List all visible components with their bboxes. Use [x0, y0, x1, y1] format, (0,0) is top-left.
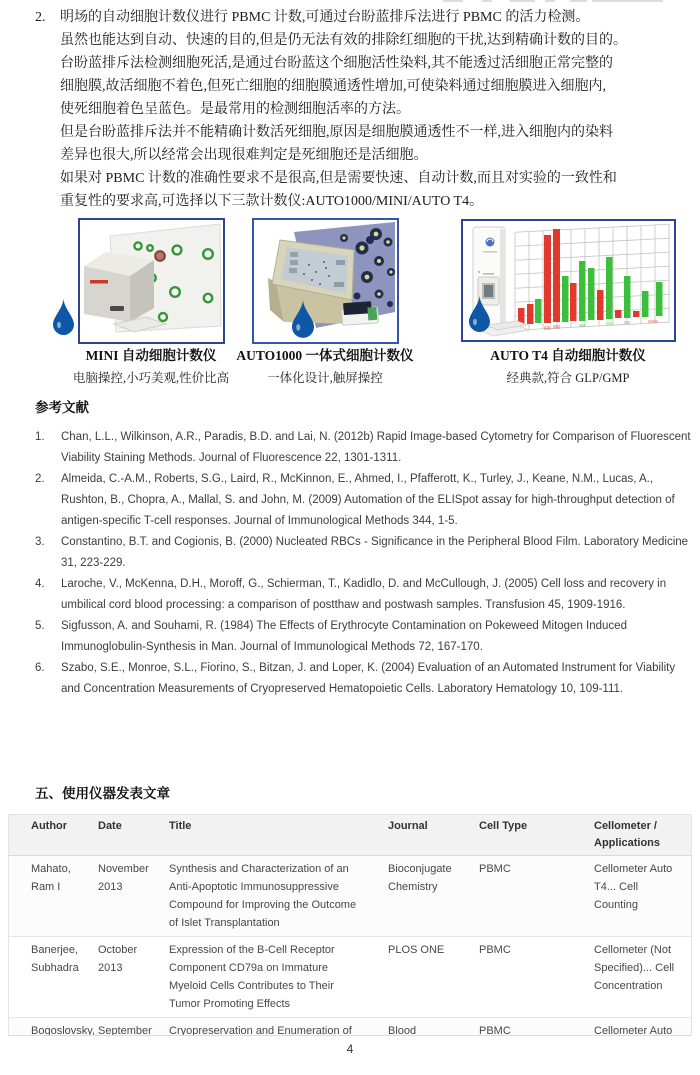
cell-date: September: [76, 1018, 147, 1037]
paragraph-line: 但是台盼蓝排斥法并不能精确计数活死细胞,原因是细胞膜通透性不一样,进入细胞内的染料: [60, 125, 613, 140]
reference-item: [35, 574, 693, 616]
paragraph-line: 细胞膜,故活细胞不着色,但死亡细胞的细胞膜通透性增加,可使染料通过细胞膜进入细胞内,: [60, 79, 606, 94]
cell-cell-type: PBMC: [479, 863, 511, 875]
paragraph-line: 如果对 PBMC 计数的准确性要求不是很高,但是需要快速、自动计数,而且对实验的一致性和: [60, 171, 617, 186]
reference-item: [35, 469, 693, 532]
column-header: Title: [147, 815, 366, 856]
auto-t4-counter-image: [461, 219, 676, 342]
cell-author: Mahato, Ram I: [31, 863, 71, 893]
cell-cellometer: Cellometer (Not Specified)... Cell Concentration: [572, 937, 691, 1018]
page-number: 4: [346, 1042, 354, 1056]
table-row: [9, 856, 691, 937]
cell-journal: Bioconjugate Chemistry: [388, 863, 452, 893]
product-desc: 一体化设计,触屏操控: [267, 371, 383, 385]
table-row: [9, 1018, 691, 1037]
cell-author: Bogoslovsky,: [9, 1018, 76, 1037]
cell-date: November 2013: [98, 863, 149, 893]
cell-journal: PLOS ONE: [366, 937, 457, 1018]
paragraph-line: 差异也很大,所以经常会出现很难判定是死细胞还是活细胞。: [60, 148, 428, 163]
publications-table: [8, 814, 692, 1036]
product-name: MINI 自动细胞计数仪: [85, 348, 217, 363]
mini-counter-illustration: [80, 220, 223, 342]
auto1000-counter-image: [252, 218, 399, 344]
water-drop-icon: [50, 297, 77, 337]
references-list: [35, 427, 693, 700]
reference-item: [35, 427, 693, 469]
reference-text: Sigfusson, A. and Souhami, R. (1984) The Effects of Erythrocyte Contamination on Pokeweed Mitogen Induced Immunoglobulin-Synthesis in Man. Journal of Immunological Methods 72, 167-170.: [61, 620, 627, 653]
reference-item: [35, 532, 693, 574]
paragraph-line: 明场的自动细胞计数仪进行 PBMC 计数,可通过台盼蓝排斥法进行 PBMC 的活力检测。: [60, 10, 590, 25]
cell-title: Expression of the B-Cell Receptor Component CD79a on Immature Myeloid Cells Contributes to Their Tumor Promoting Effects: [147, 937, 366, 1018]
paragraph-number: 2.: [35, 10, 46, 25]
reference-number: 1.: [35, 431, 45, 443]
table-body: [9, 856, 691, 1037]
mini-counter-image: [78, 218, 225, 344]
product-name: AUTO1000 一体式细胞计数仪: [236, 348, 414, 363]
cell-cellometer: Cellometer Auto T4... Cell Counting: [594, 863, 673, 911]
reference-item: [35, 616, 693, 658]
paragraph-line: 重复性的要求高,可选择以下三款计数仪:AUTO1000/MINI/AUTO T4。: [60, 194, 484, 209]
cell-title: Synthesis and Characterization of an Anti-Apoptotic Immunosuppressive Compound for Improving the Outcome of Islet Transplantation: [169, 863, 357, 929]
references-section: [35, 396, 693, 700]
auto1000-illustration: [254, 220, 397, 338]
reference-text: Constantino, B.T. and Cogionis, B. (2000) Nucleated RBCs - Significance in the Peripheral Blood Film. Laboratory Medicine 31, 223-229.: [61, 536, 689, 569]
cell-date: October 2013: [76, 937, 147, 1018]
table-header-row: [9, 815, 691, 856]
cell-cell-type: PBMC: [457, 1018, 572, 1037]
reference-text: Laroche, V., McKenna, D.H., Moroff, G., Schierman, T., Kadidlo, D. and McCullough, J. (2005) Cell loss and recovery in umbilical cord blood processing: a comparison of postthaw and postwash samples. Transfusion 45, 1909-1916.: [61, 578, 667, 611]
product-name: AUTO T4 自动细胞计数仪: [490, 348, 646, 363]
column-header: Cell Type: [457, 815, 572, 856]
product-desc: 经典款,符合 GLP/GMP: [506, 371, 630, 385]
paragraph-line: 台盼蓝排斥法检测细胞死活,是通过台盼蓝这个细胞活性染料,其不能透过活细胞正常完整的: [60, 56, 613, 71]
product-desc: 电脑操控,小巧美观,性价比高: [72, 371, 230, 385]
cell-title: Cryopreservation and Enumeration of: [147, 1018, 366, 1037]
reference-text: Szabo, S.E., Monroe, S.L., Fiorino, S., Bitzan, J. and Loper, K. (2004) Evaluation of an Automated Instrument for Viability and Concentration Measurements of Cryopreserved Hematopoietic Cells. Laboratory Hematology 10, 109-111.: [61, 662, 676, 695]
device-logo: [90, 280, 108, 284]
paragraph-lines: [60, 6, 627, 213]
auto-t4-caption: [448, 346, 688, 388]
reference-number: 5.: [35, 620, 45, 632]
reference-text: Chan, L.L., Wilkinson, A.R., Paradis, B.D. and Lai, N. (2012b) Rapid Image-based Cytometry for Comparison of Fluorescent Viability Staining Methods. Journal of Fluorescence 22, 1301-1311.: [61, 431, 691, 464]
paragraph-line: 虽然也能达到自动、快速的目的,但是仍无法有效的排除红细胞的干扰,达到精确计数的目的。: [60, 33, 627, 48]
reference-number: 4.: [35, 578, 45, 590]
reference-number: 3.: [35, 536, 45, 548]
cell-cellometer: Cellometer Auto: [572, 1018, 691, 1037]
intro-paragraph: [35, 6, 695, 213]
slide-slot: [110, 306, 124, 311]
section5-title: 五、使用仪器发表文章: [35, 786, 170, 801]
cell-journal: Blood: [366, 1018, 457, 1037]
water-drop-icon: [466, 294, 493, 334]
references-title: 参考文献: [35, 400, 89, 415]
reference-number: 2.: [35, 473, 45, 485]
reference-number: 6.: [35, 662, 45, 674]
counter-device: [84, 252, 154, 322]
paragraph-line: 使死细胞着色呈蓝色。是最常用的检测细胞活率的方法。: [60, 102, 410, 117]
reference-text: Almeida, C.-A.M., Roberts, S.G., Laird, R., McKinnon, E., Ahmed, I., Pfafferott, K., Turley, J., Keane, N.M., Lucas, A., Rushton, B., Chopra, A., Mallal, S. and John, M. (2009) Automation of the ELISpot assay for high-throughput detection of antigen-specific T-cell responses. Journal of Immunological Methods 344, 1-5.: [61, 473, 675, 527]
water-drop-icon: [288, 298, 318, 340]
column-header: Author: [9, 815, 76, 856]
reference-item: [35, 658, 693, 700]
cell-author: Banerjee, Subhadra: [9, 937, 76, 1018]
column-header: Cellometer / Applications: [572, 815, 691, 856]
column-header: Journal: [366, 815, 457, 856]
table-row: [9, 937, 691, 1018]
column-header: Date: [76, 815, 147, 856]
auto-t4-illustration: [463, 221, 674, 340]
auto1000-caption: [215, 346, 435, 388]
red-cell-ring: [155, 251, 165, 261]
cell-cell-type: PBMC: [457, 937, 572, 1018]
